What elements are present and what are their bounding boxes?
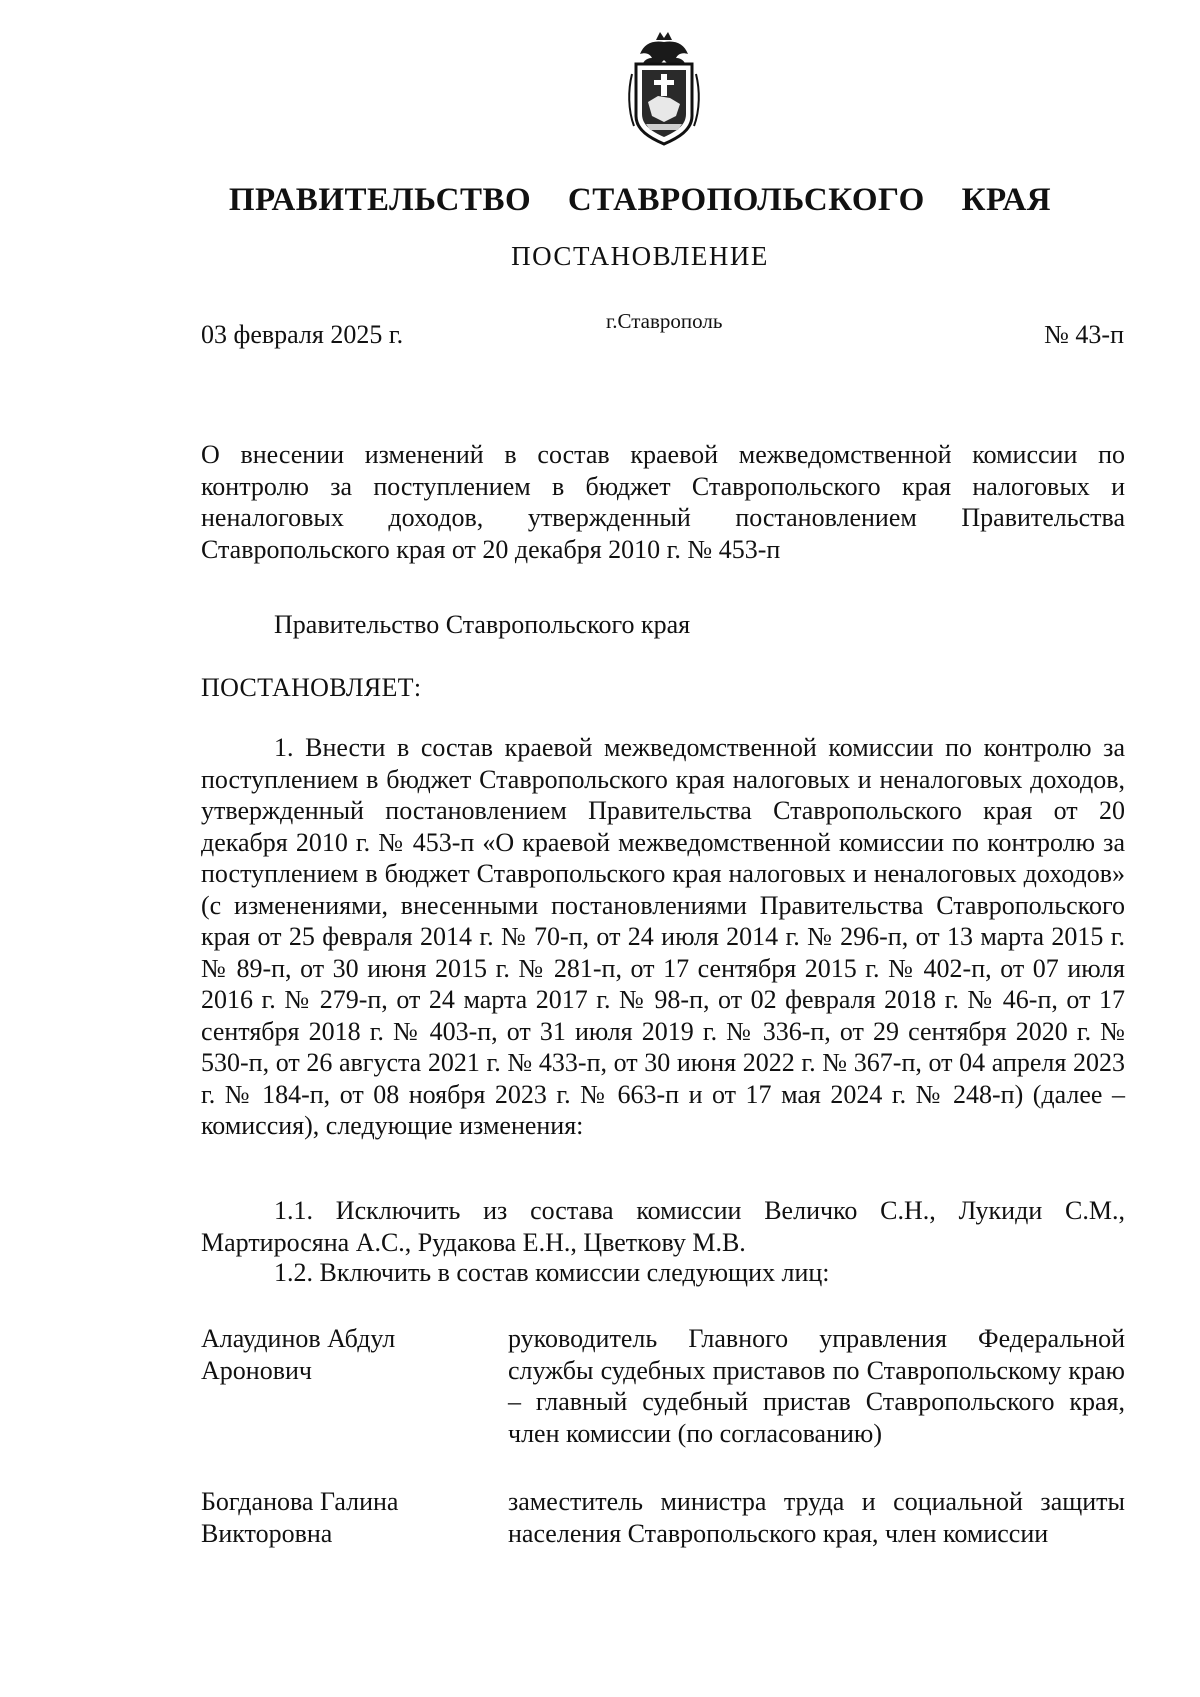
document-city: г.Ставрополь (606, 309, 723, 333)
member-patronymic: Аронович (201, 1355, 312, 1385)
government-title: ПРАВИТЕЛЬСТВО СТАВРОПОЛЬСКОГО КРАЯ (228, 182, 1052, 218)
member-role: руководитель Главного управления Федеральной службы судебных приставов по Ставропольскому краю – главный судебный пристав Ставропольского края, член комиссии (по согласованию) (508, 1324, 1125, 1448)
decree-word: ПОСТАНОВЛЯЕТ: (201, 673, 422, 702)
document-date: 03 февраля 2025 г. (201, 320, 404, 349)
paragraph-1-1: 1.1. Исключить из состава комиссии Величко С.Н., Лукиди С.М., Мартиросяна А.С., Рудакова Е.Н., Цветкову М.В. (201, 1196, 1125, 1257)
document-number: № 43-п (1044, 320, 1124, 349)
member-role: заместитель министра труда и социальной защиты населения Ставропольского края, член комиссии (508, 1487, 1125, 1548)
member-name (201, 1323, 501, 1386)
coat-of-arms-icon (622, 30, 706, 150)
member-name (201, 1486, 501, 1549)
government-line: Правительство Ставропольского края (274, 610, 691, 639)
member-patronymic: Викторовна (201, 1518, 333, 1548)
paragraph-1: 1. Внести в состав краевой межведомственной комиссии по контролю за поступлением в бюджет Ставропольского края налоговых и неналоговых доходов, утвержденный постановлением Правительства Ставропольского края от 20 декабря 2010 г. № 453-п «О краевой межведомственной комиссии по контролю за поступлением в бюджет Ставропольского края налоговых и неналоговых доходов» (с изменениями, внесенными постановлениями Правительства Ставропольского края от 25 февраля 2014 г. № 70-п, от 24 июля 2014 г. № 296-п, от 13 марта 2015 г. № 89-п, от 30 июня 2015 г. № 281-п, от 17 сентября 2015 г. № 402-п, от 07 июля 2016 г. № 279-п, от 24 марта 2017 г. № 98-п, от 02 февраля 2018 г. № 46-п, от 17 сентября 2018 г. № 403-п, от 31 июля 2019 г. № 336-п, от 29 сентября 2020 г. № 530-п, от 26 августа 2021 г. № 433-п, от 30 июня 2022 г. № 367-п, от 04 апреля 2023 г. № 184-п, от 08 ноября 2023 г. № 663-п и от 17 мая 2024 г. № 248-п) (далее – комиссия), следующие изменения: (201, 733, 1125, 1140)
member-surname-first: Богданова Галина (201, 1487, 399, 1516)
document-type: ПОСТАНОВЛЕНИЕ (511, 241, 769, 271)
document-subject: О внесении изменений в состав краевой межведомственной комиссии по контролю за поступлением в бюджет Ставропольского края налоговых и неналоговых доходов, утвержденный постановлением Правительства Ставропольского края от 20 декабря 2010 г. № 453-п (201, 440, 1125, 564)
paragraph-1-2: 1.2. Включить в состав комиссии следующих лиц: (274, 1258, 830, 1287)
member-surname-first: Алаудинов Абдул (201, 1324, 396, 1353)
